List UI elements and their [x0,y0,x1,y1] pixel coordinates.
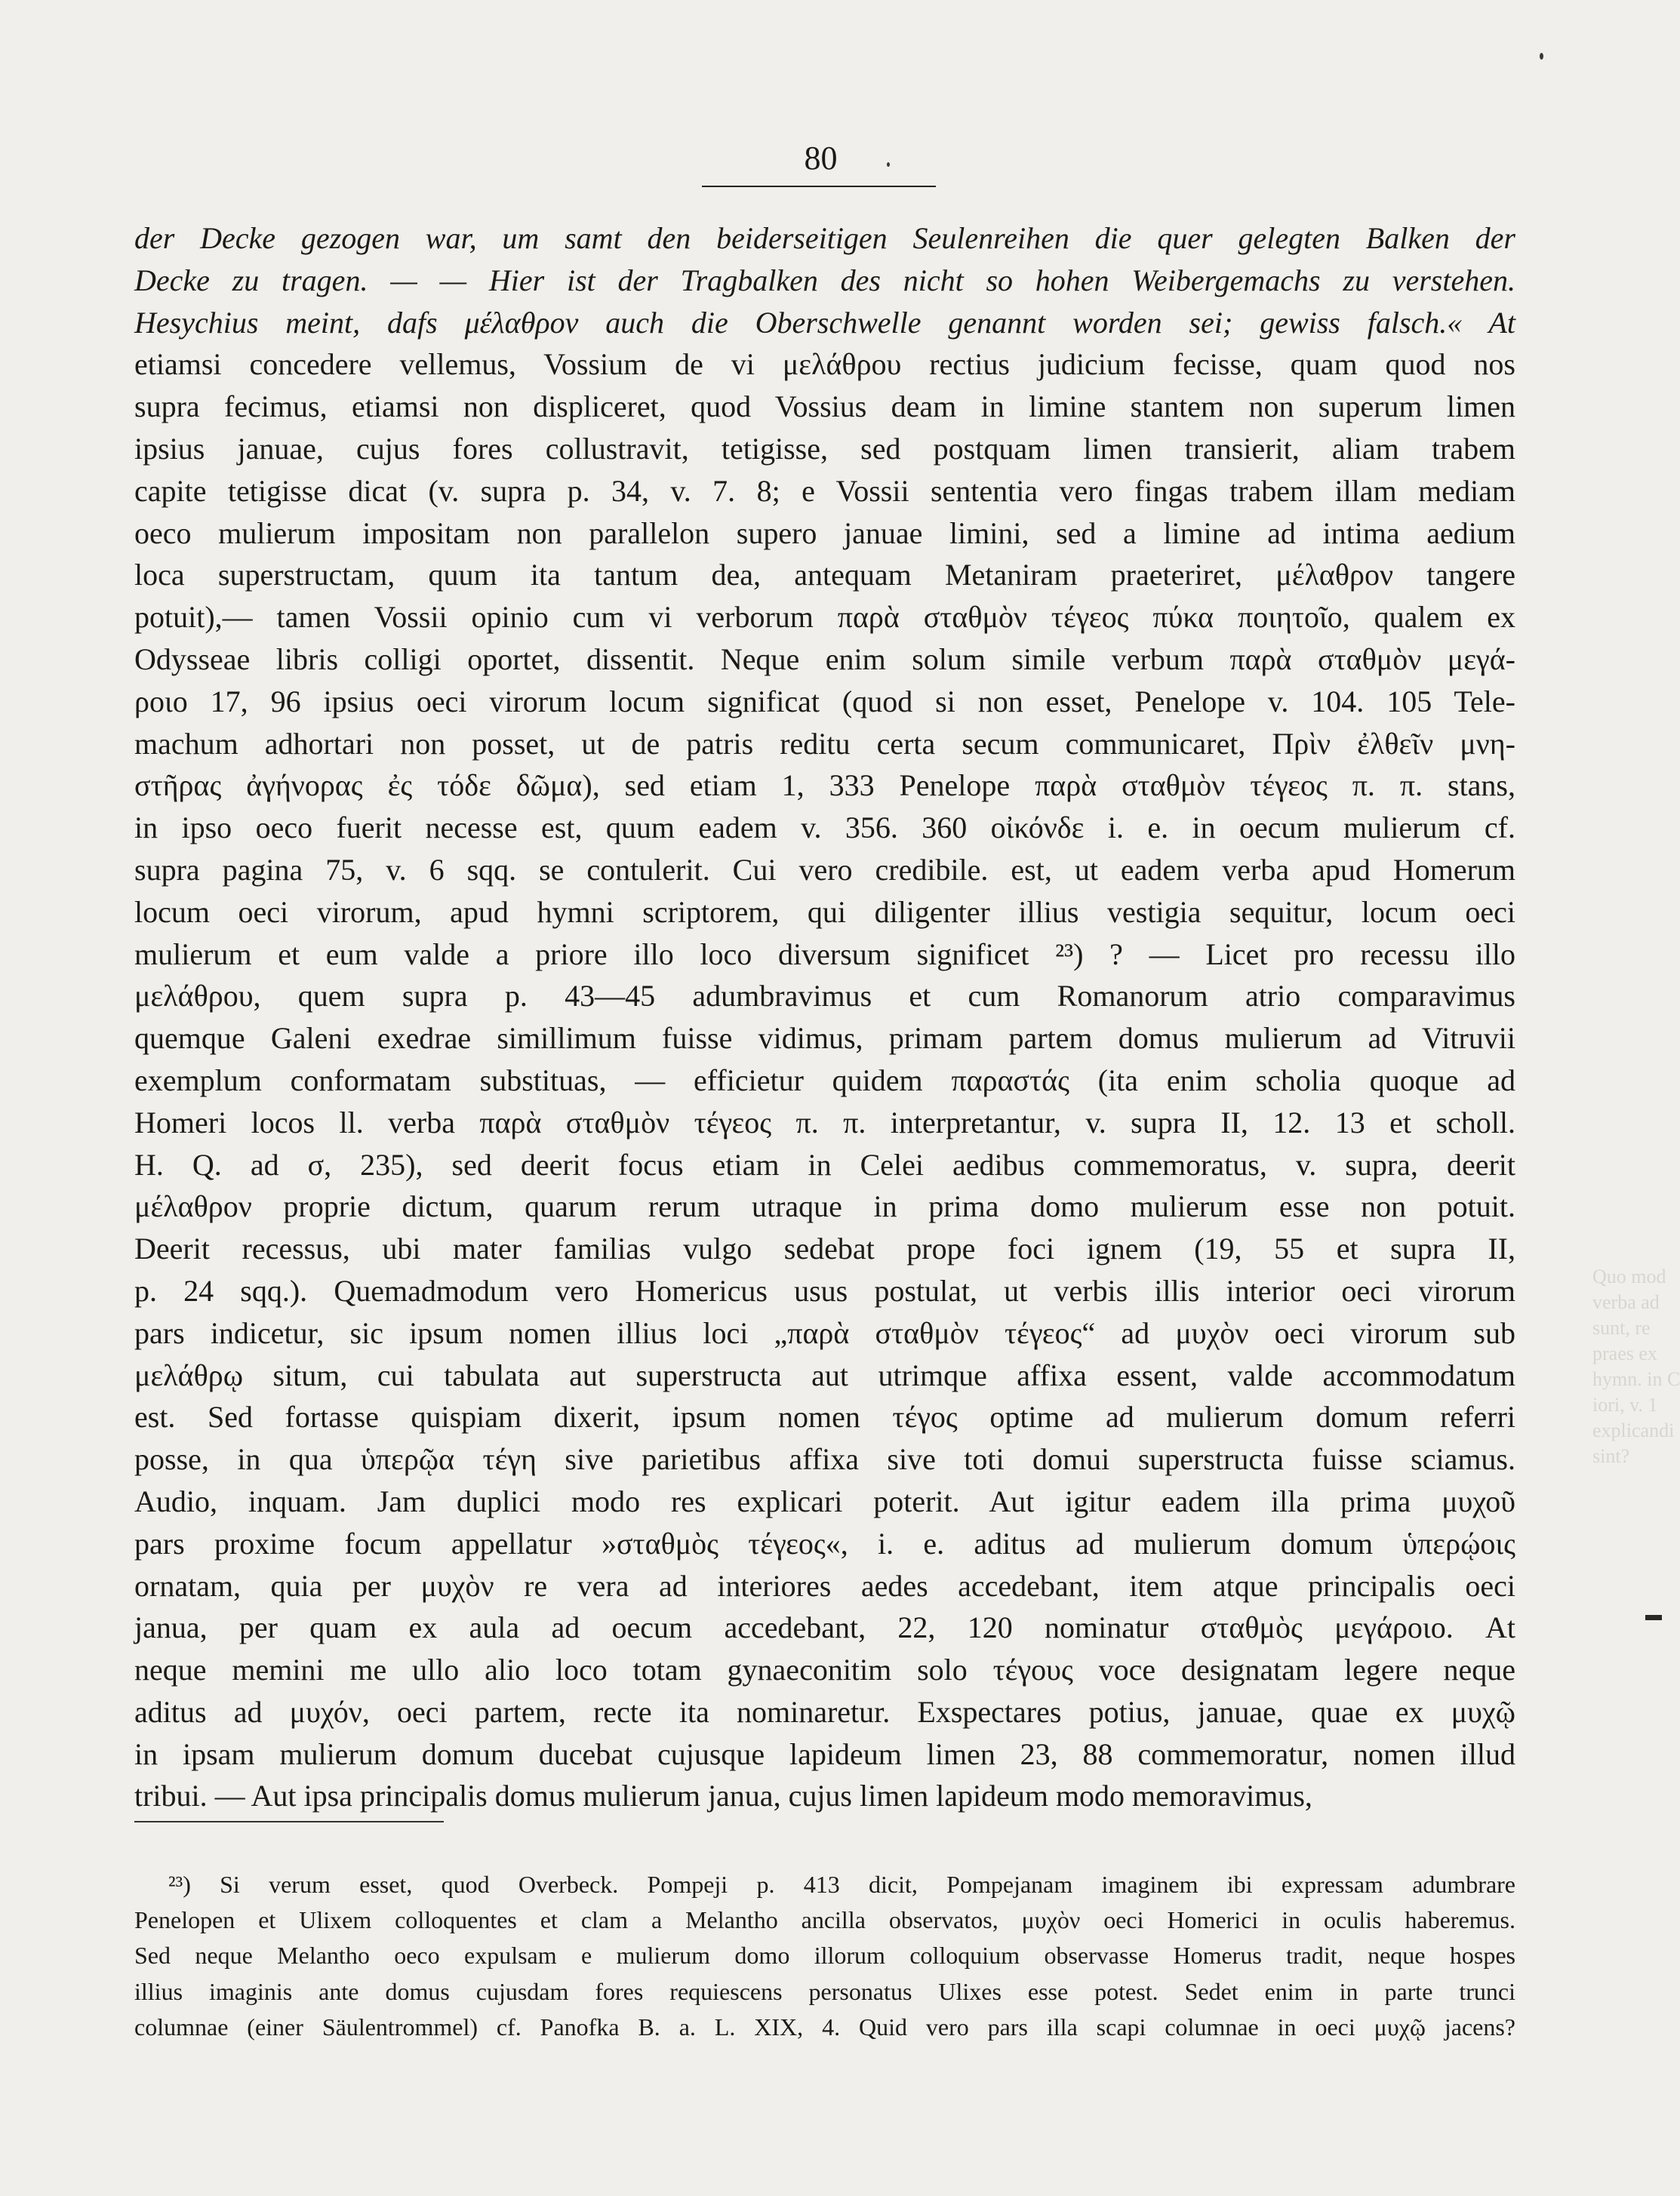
margin-line: hymn. in C [1592,1368,1680,1390]
text-line: p. 24 sqq.). Quemadmodum vero Homericus usus postulat, ut verbis illis interior oeci virorum [134,1273,1515,1308]
text-line: μέλαθρον proprie dictum, quarum rerum utraque in prima domo mulierum esse non potuit. [134,1189,1515,1224]
text-line: in ipsam mulierum domum ducebat cujusque lapideum limen 23, 88 commemoratur, nomen illud [134,1736,1515,1771]
margin-mark [1645,1615,1662,1620]
text-line: Deerit recessus, ubi mater familias vulgo sedebat prope foci ignem (19, 55 et supra II, [134,1232,1515,1266]
text-line: locum oeci virorum, apud hymni scriptorem, qui diligenter illius vestigia sequitur, locum oeci [134,894,1515,929]
footnote-block [134,1867,1515,2045]
text-line: μελάθρου, quem supra p. 43—45 adumbravimus et cum Romanorum atrio comparavimus [134,979,1515,1013]
footnote-line: Sed neque Melantho oeco expulsam e mulierum domo illorum colloquium observasse Homerus tradit, neque hospes [134,1942,1515,1970]
margin-line: Quo mod [1592,1266,1666,1287]
text-line: Audio, inquam. Jam duplici modo res explicari poterit. Aut igitur eadem illa prima μυχοῦ [134,1484,1515,1518]
paper-speck [887,162,890,167]
footnote-line: columnae (einer Säulentrommel) cf. Panofka B. a. L. XIX, 4. Quid vero pars illa scapi columnae in oeci μυχῷ jacens? [134,2013,1515,2041]
text-line: est. Sed fortasse quispiam dixerit, ipsum nomen τέγος optime ad mulierum domum referri [134,1400,1515,1435]
text-line: pars proxime focum appellatur »σταθμὸς τέγεος«, i. e. aditus ad mulierum domum ὑπερῴοις [134,1526,1515,1561]
text-line: der Decke gezogen war, um samt den beiderseitigen Seulenreihen die quer gelegten Balken der [134,221,1515,255]
text-line: tribui. — Aut ipsa principalis domus mulierum janua, cujus limen lapideum modo memoravimus, [134,1779,1312,1813]
text-line: Odysseae libris colligi oportet, dissentit. Neque enim solum simile verbum παρὰ σταθμὸν μεγά- [134,641,1515,676]
text-line: supra pagina 75, v. 6 sqq. se contulerit. Cui vero credibile. est, ut eadem verba apud Homerum [134,852,1515,887]
text-line: in ipso oeco fuerit necesse est, quum eadem v. 356. 360 οἰκόνδε i. e. in oecum mulierum cf. [134,810,1515,845]
margin-line: iori, v. 1 [1592,1394,1658,1416]
main-text [134,217,1515,1817]
text-line: Homeri locos ll. verba παρὰ σταθμὸν τέγεος π. π. interpretantur, v. supra II, 12. 13 et scholl. [134,1105,1515,1140]
text-line: quemque Galeni exedrae simillimum fuisse vidimus, primam partem domus mulierum ad Vitruvii [134,1021,1515,1056]
text-line: potuit),— tamen Vossii opinio cum vi verborum παρὰ σταθμὸν τέγεος πύκα ποιητοῖο, qualem ex [134,600,1515,635]
text-line: oeco mulierum impositam non parallelon supero januae limini, sed a limine ad intima aedium [134,515,1515,550]
text-line: posse, in qua ὑπερῷα τέγη sive parietibus affixa sive toti domui superstructa fuisse sciamus. [134,1442,1515,1477]
page-number: 80 [804,140,838,177]
text-line: capite tetigisse dicat (v. supra p. 34, v. 7. 8; e Vossii sententia vero fingas trabem illam mediam [134,473,1515,508]
text-line: ροιο 17, 96 ipsius oeci virorum locum significat (quod si non esset, Penelope v. 104. 105 Tele- [134,684,1515,718]
header-rule [702,186,936,187]
margin-line: verba ad [1592,1291,1660,1313]
footnote-rule [134,1821,444,1822]
text-line: Decke zu tragen. — — Hier ist der Tragbalken des nicht so hohen Weibergemachs zu verstehen. [134,263,1515,297]
footnote-line: illius imaginis ante domus cujusdam fores requiescens personatus Ulixes esse potest. Sedet enim in parte trunci [134,1977,1515,2005]
paper-speck [1540,53,1543,60]
text-line: aditus ad μυχόν, oeci partem, recte ita nominaretur. Exspectares potius, januae, quae ex μυχῷ [134,1694,1515,1729]
text-line: machum adhortari non posset, ut de patris reditu certa secum communicaret, Πρὶν ἐλθεῖν μνη- [134,726,1515,761]
margin-line: explicandi [1592,1419,1675,1441]
margin-line: praes ex [1592,1343,1657,1364]
text-line: mulierum et eum valde a priore illo loco diversum significet ²³) ? — Licet pro recessu illo [134,937,1515,971]
footnote-line: ²³) Si verum esset, quod Overbeck. Pompeji p. 413 dicit, Pompejanam imaginem ibi expressam adumbrare [168,1871,1515,1898]
text-line: pars indicetur, sic ipsum nomen illius loci „παρὰ σταθμὸν τέγεος“ ad μυχὸν oeci virorum sub [134,1315,1515,1350]
margin-line: sunt, re [1592,1317,1651,1339]
text-line: neque memini me ullo alio loco totam gynaeconitim solo τέγους voce designatam legere neque [134,1653,1515,1687]
text-line: μελάθρῳ situm, cui tabulata aut superstructa aut utrimque affixa essent, valde accommodatum [134,1358,1515,1392]
margin-line: sint? [1592,1445,1630,1467]
text-line: loca superstructam, quum ita tantum dea, antequam Metaniram praeteriret, μέλαθρον tangere [134,558,1515,592]
text-line: etiamsi concedere vellemus, Vossium de vi μελάθρου rectius judicium fecisse, quam quod nos [134,347,1515,382]
text-line: H. Q. ad σ, 235), sed deerit focus etiam in Celei aedibus commemoratus, v. supra, deerit [134,1147,1515,1182]
text-line: ornatam, quia per μυχὸν re vera ad interiores aedes accedebant, item atque principalis oeci [134,1568,1515,1603]
margin-bleedthrough [1592,1264,1680,1469]
text-line: στῆρας ἀγήνορας ἐς τόδε δῶμα), sed etiam 1, 333 Penelope παρὰ σταθμὸν τέγεος π. π. stans, [134,768,1515,803]
text-line: exemplum conformatam substituas, — efficietur quidem παραστάς (ita enim scholia quoque ad [134,1063,1515,1097]
footnote-line: Penelopen et Ulixem colloquentes et clam a Melantho ancilla observatos, μυχὸν oeci Homerici in oculis haberemus. [134,1906,1515,1934]
text-line: supra fecimus, etiamsi non displiceret, quod Vossius deam in limine stantem non superum limen [134,389,1515,424]
text-line: ipsius januae, cujus fores collustravit, tetigisse, sed postquam limen transierit, aliam trabem [134,431,1515,466]
text-line: Hesychius meint, dafs μέλαθρον auch die Oberschwelle genannt worden sei; gewiss falsch.« At [134,305,1515,340]
text-line: janua, per quam ex aula ad oecum accedebant, 22, 120 nominatur σταθμὸς μεγάροιο. At [134,1610,1515,1645]
